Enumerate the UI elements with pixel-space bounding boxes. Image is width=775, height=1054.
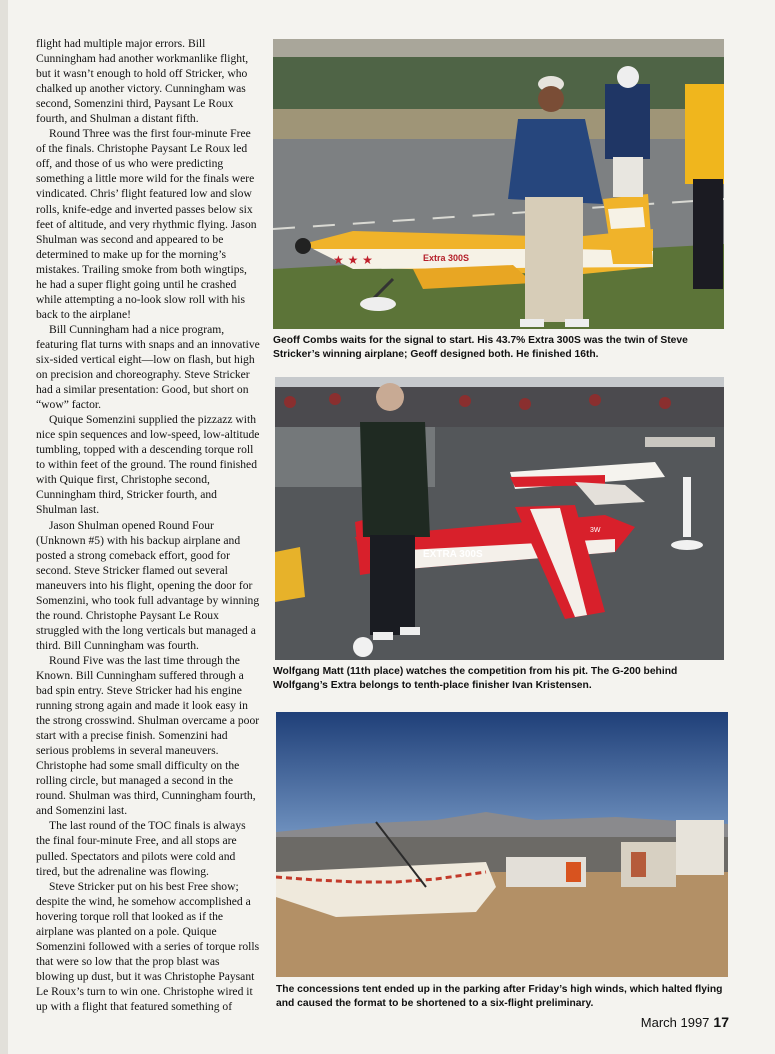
article-text-column bbox=[36, 36, 260, 1014]
photo-wolfgang-matt-caption: Wolfgang Matt (11th place) watches the competition from his pit. The G-200 behind Wolfgang’s Extra belongs to tenth-place finisher Ivan Kristensen. bbox=[273, 666, 678, 691]
photo-concessions-tent-caption: The concessions tent ended up in the parking after Friday’s high winds, which halted flying and caused the format to be shortened to a six-flight preliminary. bbox=[276, 984, 723, 1009]
red-plane-badge: 3W bbox=[590, 527, 601, 534]
photo-concessions-tent bbox=[276, 712, 728, 977]
photo-wolfgang-matt bbox=[275, 377, 724, 660]
article-paragraph: Bill Cunningham had a nice program, featuring flat turns with snaps and an innovative six-sided vertical eight—low on flash, but high on precision and choreography. Steve Stricker had a similar presentation: Good, but short on “wow” factor. bbox=[36, 322, 260, 412]
photo-concessions-tent-illustration bbox=[276, 712, 728, 977]
article-paragraph: Steve Stricker put on his best Free show; despite the wind, he somehow accomplished a hovering torque roll that looked as if the airplane was planted on a pole. Quique Somenzini followed with a series of torque rolls that were so low that the prop blast was blowing up dust, but it was Christophe Paysant Le Roux’s turn to win one. Christophe wired it up with a flight that featured something of bbox=[36, 879, 260, 1013]
article-paragraph: Quique Somenzini supplied the pizzazz with nice spin sequences and low-speed, low-altitude tumbling, topped with a descending torque roll to within feet of the ground. The round finished with Quique first, Christophe second, Cunningham third, Stricker fourth, and Shulman last. bbox=[36, 413, 260, 517]
page-footer bbox=[641, 1014, 729, 1030]
photo-geoff-combs-illustration bbox=[273, 39, 724, 329]
article-paragraph: Round Five was the last time through the Known. Bill Cunningham suffered through a bad spin entry. Steve Stricker had his engine running strong again and made it look easy in the strong crosswind. Shulman overcame a poor start with a precise finish. Somenzini had serious problems in several maneuvers. Christophe had some small difficulty on the rolling circle, but managed a second in the round. Shulman was third, Cunningham fourth, and Somenzini last. bbox=[36, 653, 260, 818]
article-paragraph: flight had multiple major errors. Bill Cunningham had another workmanlike flight, but it wasn’t enough to hold off Stricker, who chalked up another victory. Cunningham was second, Somenzini third, Paysant Le Roux fourth, and Shulman a distant fifth. bbox=[36, 37, 249, 126]
photo-geoff-combs bbox=[273, 39, 724, 329]
red-plane-label: EXTRA 300S bbox=[423, 549, 483, 560]
issue-date: March 1997 bbox=[640, 1015, 710, 1030]
photo-wolfgang-matt-illustration bbox=[275, 377, 724, 660]
photo-geoff-combs-caption: Geoff Combs waits for the signal to start. His 43.7% Extra 300S was the twin of Steve Stricker’s winning airplane; Geoff designed both. He finished 16th. bbox=[273, 335, 688, 360]
page-number: 17 bbox=[713, 1014, 729, 1030]
article-paragraph: Jason Shulman opened Round Four (Unknown #5) with his backup airplane and posted a strong comeback effort, good for second. Steve Stricker flamed out several maneuvers into his flight, opening the door for Somenzini, who took full advantage by winning the round. Christophe Paysant Le Roux struggled with the long verticals but managed a third. Bill Cunningham was fourth. bbox=[36, 518, 260, 652]
article-paragraph: The last round of the TOC finals is always the final four-minute Free, and all stops are pulled. Spectators and pilots were cold and tired, but the adrenaline was flowing. bbox=[36, 819, 246, 878]
article-paragraph: Round Three was the first four-minute Free of the finals. Christophe Paysant Le Roux led off, and those of us who were predicting something a little more wild for the finals were vindicated. Chris’ flight featured low and slow rolls, knife-edge and inverted passes below six feet of altitude, and very rhythmic flying. Jason Shulman was second and appeared to be determined to make up for the morning’s mistakes. Trailing smoke from both wingtips, he had a super flight going until he crashed while attempting a no-look slow roll with his back to the airplane! bbox=[36, 127, 257, 321]
yellow-plane-label: Extra 300S bbox=[423, 253, 470, 263]
svg-text:★ ★ ★: ★ ★ ★ bbox=[333, 253, 373, 267]
